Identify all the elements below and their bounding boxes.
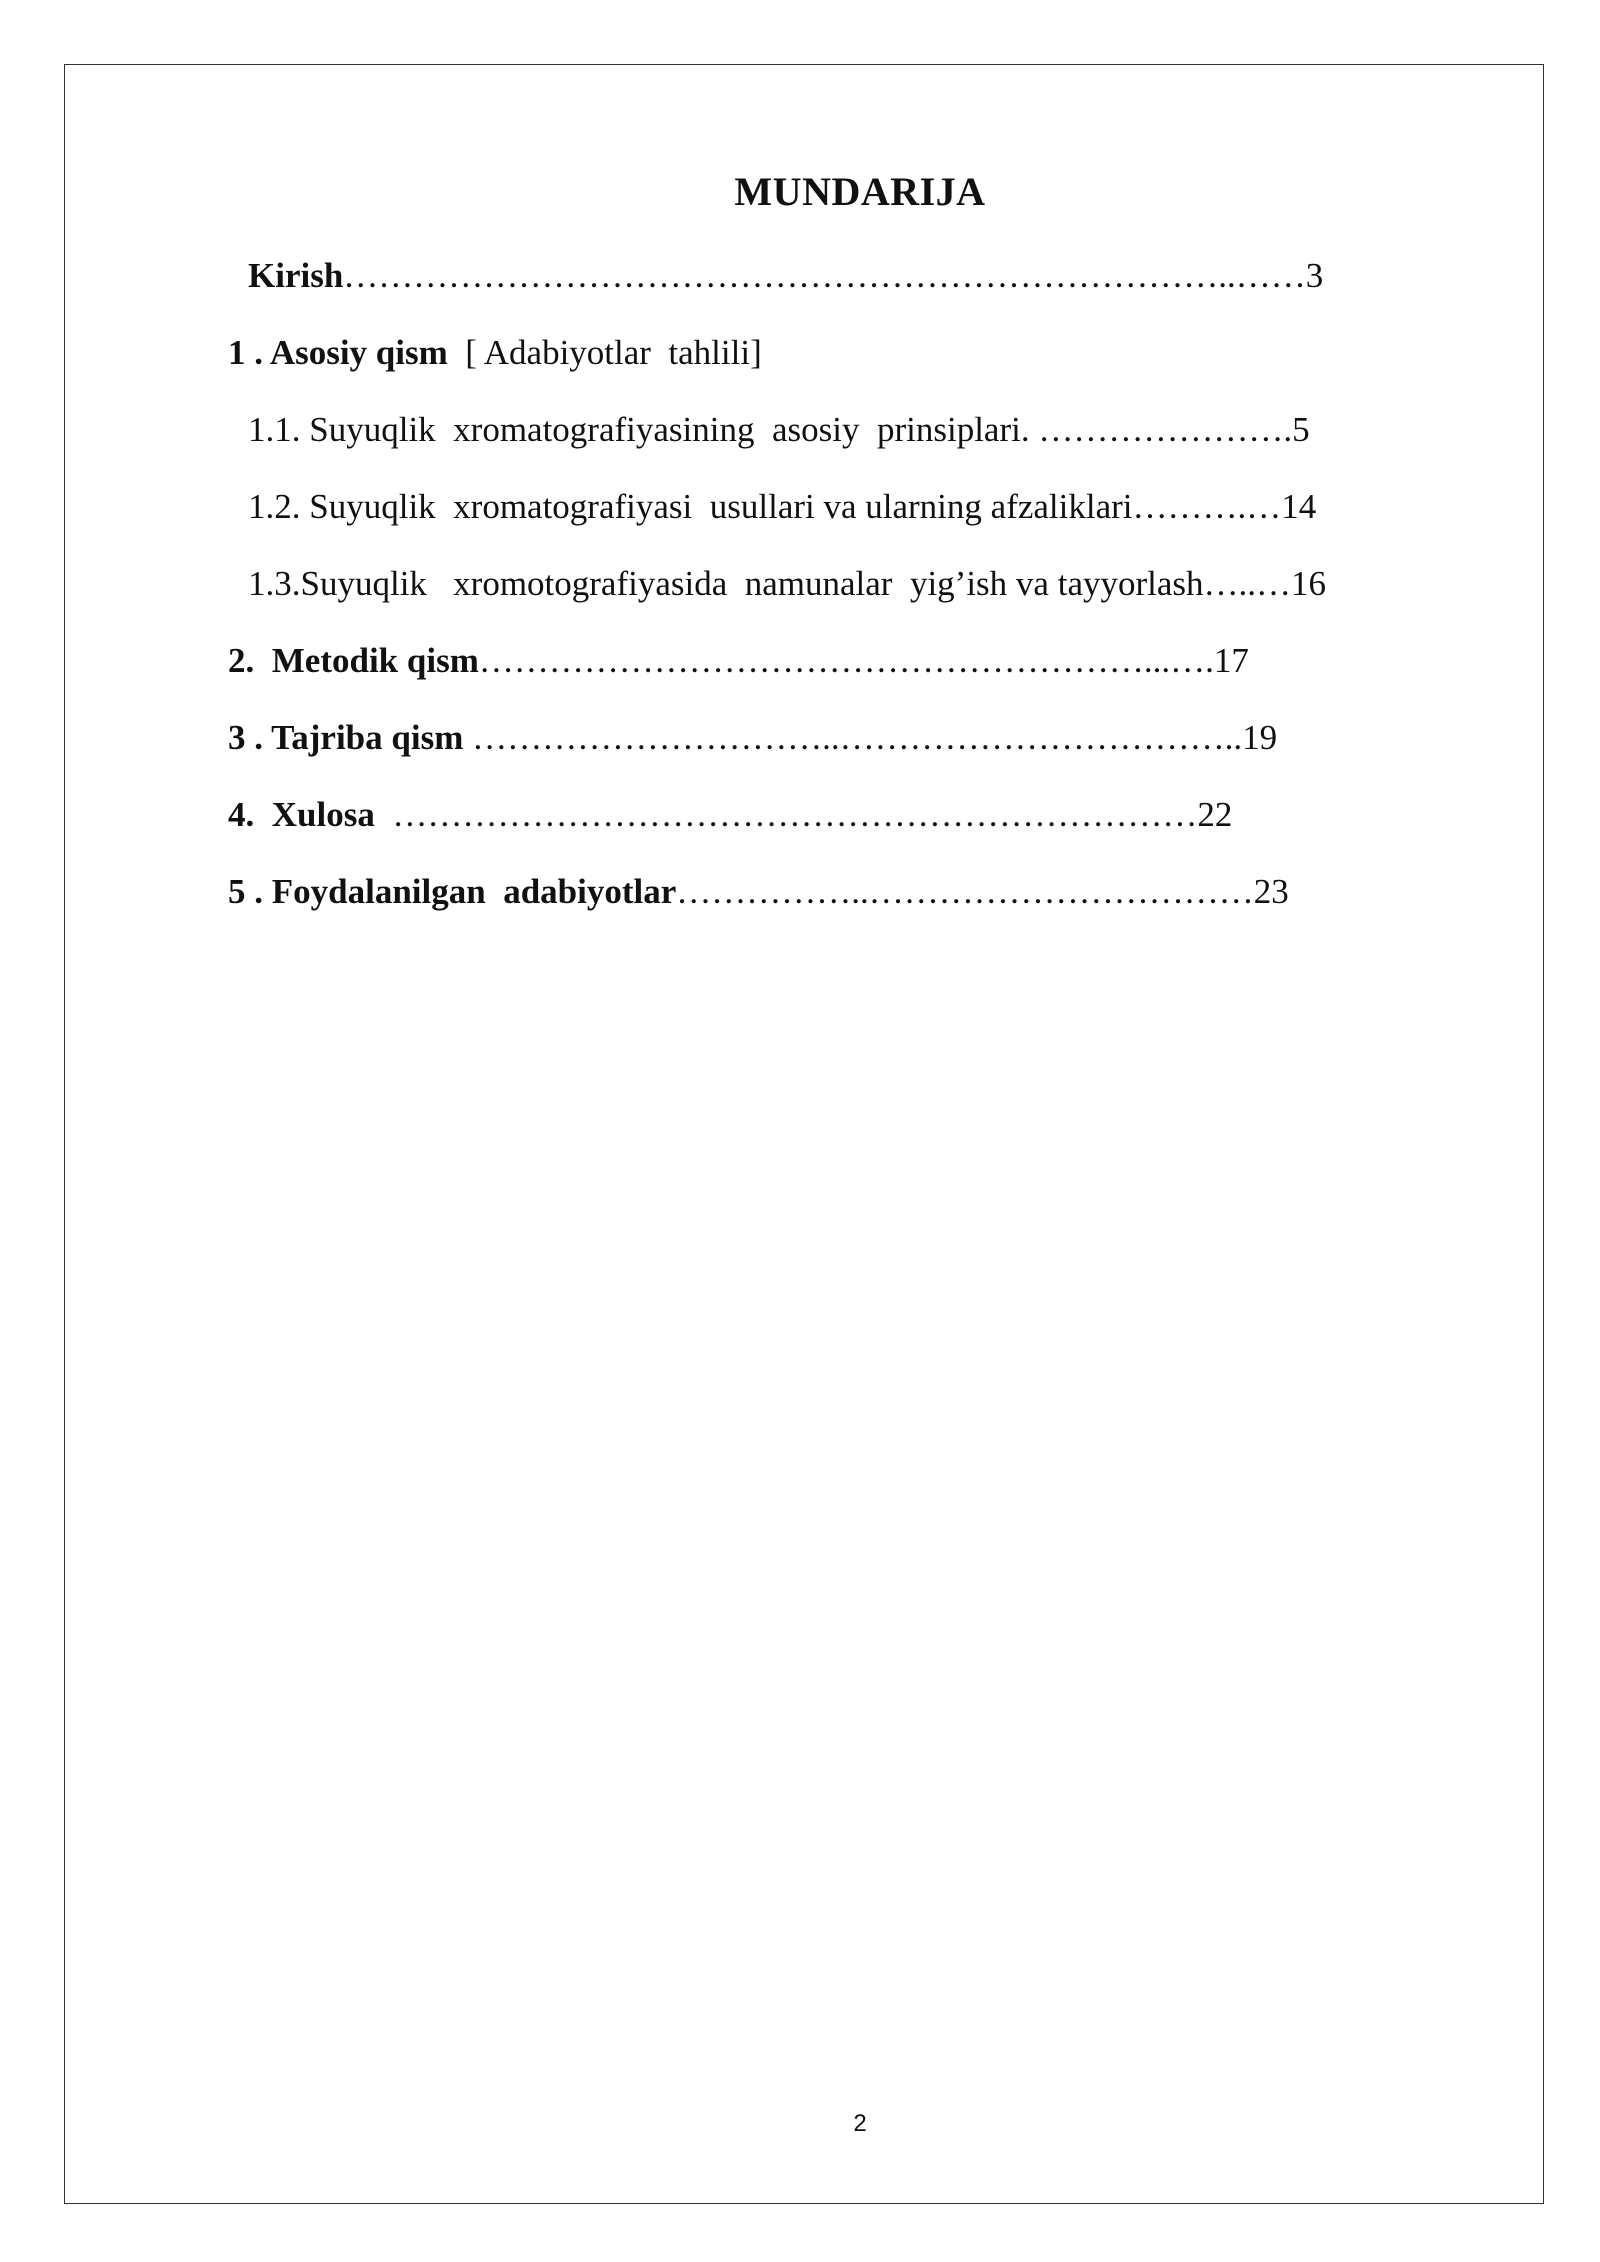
page-title: MUNDARIJA — [734, 169, 986, 214]
toc-entry-text: 1.2. Suyuqlik xromatografiyasi usullari va ularning afzaliklari……….…14 — [248, 487, 1317, 526]
toc-entry-leader: …………………………………………………...….17 — [478, 641, 1249, 680]
toc-entry-text: 1.3.Suyuqlik xromotografiyasida namunalar yig’ish va tayyorlash…..…16 — [248, 564, 1327, 603]
toc-entry-xulosa — [228, 797, 1232, 832]
toc-entry-text: 1.1. Suyuqlik xromatografiyasining asosiy prinsiplari. ………………….5 — [248, 410, 1310, 449]
toc-entry-heading: 1 . Asosiy qism — [228, 333, 448, 372]
toc-entry-heading: 3 . Tajriba qism — [228, 718, 464, 757]
toc-entry-1-3 — [248, 566, 1326, 601]
toc-entry-leader: …………………………………………………………………..……3 — [343, 256, 1324, 295]
toc-entry-heading: 4. Xulosa — [228, 795, 375, 834]
toc-entry-adabiyotlar — [228, 874, 1289, 909]
toc-entry-heading: Kirish — [248, 256, 344, 295]
toc-entry-tajriba-qism — [228, 720, 1277, 755]
toc-entry-metodik-qism — [228, 643, 1249, 678]
toc-entry-kirish — [248, 258, 1323, 293]
toc-entry-leader: …………………………..……………………………..19 — [463, 718, 1278, 757]
toc-entry-subtitle: [ Adabiyotlar tahlili] — [447, 333, 762, 372]
page-number: 2 — [853, 2110, 867, 2137]
toc-entry-1-1 — [248, 412, 1310, 447]
toc-entry-asosiy-qism — [228, 335, 762, 370]
toc-entry-1-2 — [248, 489, 1316, 524]
page-border — [64, 64, 1544, 2204]
toc-entry-leader: ……………..……………………………23 — [676, 872, 1289, 911]
toc-entry-leader: ……………………………………………………………22 — [374, 795, 1233, 834]
toc-entry-heading: 2. Metodik qism — [228, 641, 479, 680]
toc-entry-heading: 5 . Foydalanilgan adabiyotlar — [228, 872, 677, 911]
